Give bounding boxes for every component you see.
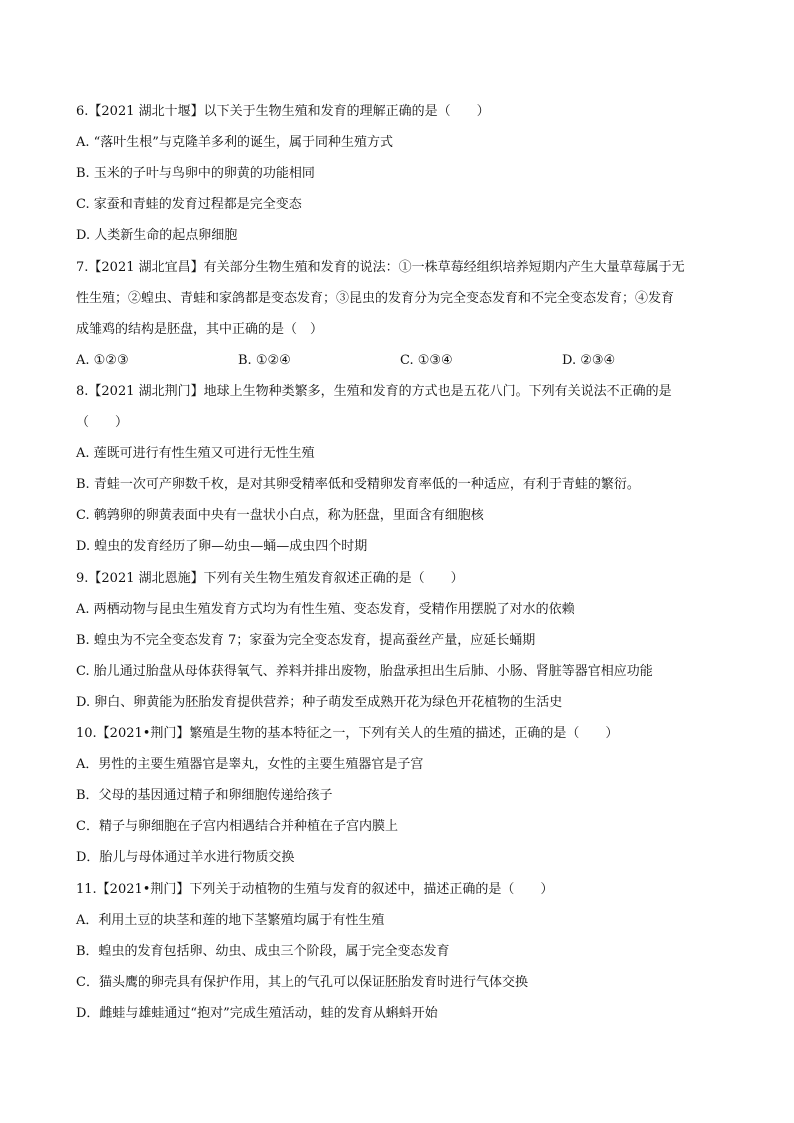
q11-option-a: A．利用土豆的块茎和莲的地下茎繁殖均属于有性生殖 <box>76 913 385 928</box>
q8-stem-line-1: 8.【2021 湖北荆门】地球上生物种类繁多，生殖和发育的方式也是五花八门。下列有关说法不正确的是 <box>76 384 672 399</box>
q9-option-b: B. 蝗虫为不完全变态发育 7；家蚕为完全变态发育，提高蚕丝产量，应延长蛹期 <box>76 633 536 648</box>
q8-option-c: C. 鹌鹑卵的卵黄表面中央有一盘状小白点，称为胚盘，里面含有细胞核 <box>76 508 484 523</box>
q9-option-d: D. 卵白、卵黄能为胚胎发育提供营养；种子萌发至成熟开花为绿色开花植物的生活史 <box>76 695 563 710</box>
q7-stem-line-2: 性生殖；②蝗虫、青蛙和家鸽都是变态发育；③昆虫的发育分为完全变态发育和不完全变态发育；④发育 <box>76 291 675 306</box>
q8-option-a: A. 莲既可进行有性生殖又可进行无性生殖 <box>76 446 315 461</box>
q6-option-b: B. 玉米的子叶与鸟卵中的卵黄的功能相同 <box>76 166 315 181</box>
q7-stem-line-1: 7.【2021 湖北宜昌】有关部分生物生殖和发育的说法：①一株草莓经组织培养短期内产生大量草莓属于无 <box>76 260 685 275</box>
q11-option-b: B．蝗虫的发育包括卵、幼虫、成虫三个阶段，属于完全变态发育 <box>76 944 450 959</box>
q10-option-d: D．胎儿与母体通过羊水进行物质交换 <box>76 850 295 865</box>
q9-option-c: C. 胎儿通过胎盘从母体获得氧气、养料并排出废物，胎盘承担出生后肺、小肠、肾脏等器官相应功能 <box>76 664 653 679</box>
q7-options-row <box>76 352 726 370</box>
q7-stem-line-3: 成雏鸡的结构是胚盘，其中正确的是（ ） <box>76 322 324 337</box>
q9-stem: 9.【2021 湖北恩施】下列有关生物生殖发育叙述正确的是（ ） <box>76 571 464 586</box>
q10-option-a: A．男性的主要生殖器官是睾丸，女性的主要生殖器官是子宫 <box>76 757 424 772</box>
q10-stem: 10.【2021•荆门】繁殖是生物的基本特征之一，下列有关人的生殖的描述，正确的是（ ） <box>76 726 619 741</box>
q8-stem-line-2: （ ） <box>76 415 129 430</box>
q10-option-c: C．精子与卵细胞在子宫内相遇结合并种植在子宫内膜上 <box>76 819 398 834</box>
q6-option-d: D. 人类新生命的起点卵细胞 <box>76 228 238 243</box>
q9-option-a: A. 两栖动物与昆虫生殖发育方式均为有性生殖、变态发育，受精作用摆脱了对水的依赖 <box>76 602 575 617</box>
q8-option-d: D. 蝗虫的发育经历了卵—幼虫—蛹—成虫四个时期 <box>76 539 368 554</box>
q6-stem: 6.【2021 湖北十堰】以下关于生物生殖和发育的理解正确的是（ ） <box>76 104 490 119</box>
q8-option-b: B. 青蛙一次可产卵数千枚，是对其卵受精率低和受精卵发育率低的一种适应，有利于青蛙的繁衍。 <box>76 477 640 492</box>
q7-option-d: D. ②③④ <box>562 353 616 368</box>
q7-option-b: B. ①②④ <box>238 353 291 368</box>
q10-option-b: B．父母的基因通过精子和卵细胞传递给孩子 <box>76 788 333 803</box>
q7-option-c: C. ①③④ <box>400 353 453 368</box>
q6-option-a: A. “落叶生根”与克隆羊多利的诞生，属于同种生殖方式 <box>76 135 393 150</box>
q11-stem: 11.【2021•荆门】下列关于动植物的生殖与发育的叙述中，描述正确的是（ ） <box>76 882 554 897</box>
q7-option-a: A. ①②③ <box>76 353 129 368</box>
q11-option-d: D．雌蛙与雄蛙通过“抱对”完成生殖活动，蛙的发育从蝌蚪开始 <box>76 1006 438 1021</box>
q11-option-c: C．猫头鹰的卵壳具有保护作用，其上的气孔可以保证胚胎发育时进行气体交换 <box>76 975 528 990</box>
q6-option-c: C. 家蚕和青蛙的发育过程都是完全变态 <box>76 197 302 212</box>
